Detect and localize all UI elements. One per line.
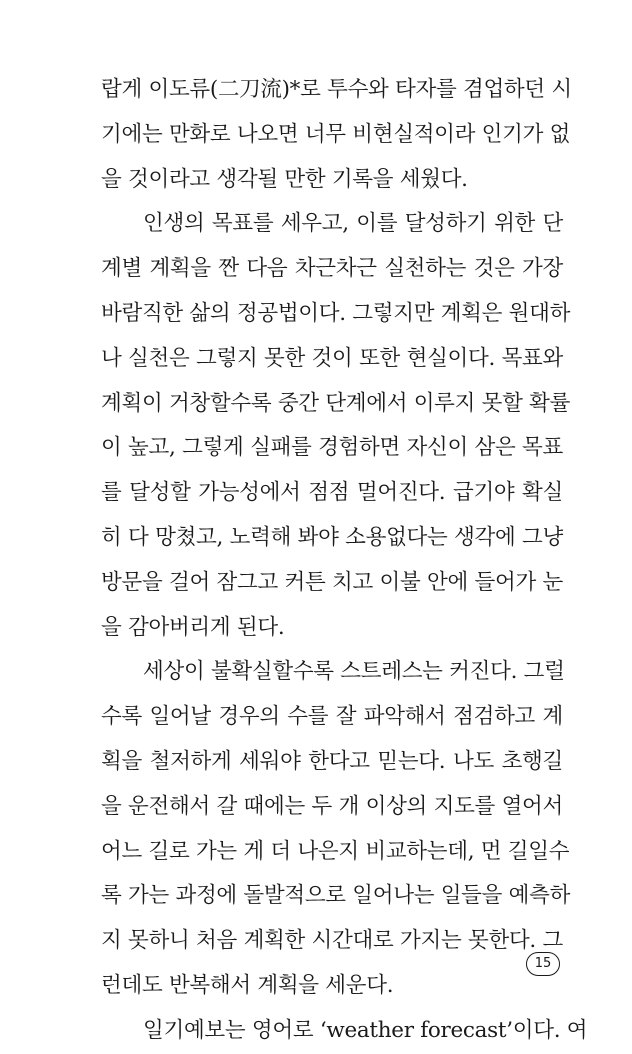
text-line: 수록 일어날 경우의 수를 잘 파악해서 점검하고 계 <box>101 704 563 730</box>
text-line: 기에는 만화로 나오면 너무 비현실적이라 인기가 없 <box>101 121 571 147</box>
text-line: 획을 철저하게 세워야 한다고 믿는다. 나도 초행길 <box>101 748 563 774</box>
text-line: 나 실천은 그렇지 못한 것이 또한 현실이다. 목표와 <box>101 345 563 371</box>
text-line: 지 못하니 처음 계획한 시간대로 가지는 못한다. 그 <box>101 928 563 954</box>
text-line: 계별 계획을 짠 다음 차근차근 실천하는 것은 가장 <box>101 256 563 282</box>
text-line: 일기예보는 영어로 ‘weather forecast’이다. 여 <box>143 1017 588 1043</box>
text-line: 록 가는 과정에 돌발적으로 일어나는 일들을 예측하 <box>101 883 571 909</box>
text-line: 세상이 불확실할수록 스트레스는 커진다. 그럴 <box>143 659 565 685</box>
text-line: 방문을 걸어 잠그고 커튼 치고 이불 안에 들어가 눈 <box>101 569 563 595</box>
text-line: 를 달성할 가능성에서 점점 멀어진다. 급기야 확실 <box>101 480 563 506</box>
text-line: 런데도 반복해서 계획을 세운다. <box>101 972 394 998</box>
text-line: 바람직한 삶의 정공법이다. 그렇지만 계획은 원대하 <box>101 300 571 326</box>
body-text <box>101 68 588 1054</box>
text-line: 을 것이라고 생각될 만한 기록을 세웠다. <box>101 166 468 192</box>
text-line: 인생의 목표를 세우고, 이를 달성하기 위한 단 <box>143 211 563 237</box>
text-line: 을 감아버리게 된다. <box>101 614 285 640</box>
text-line: 을 운전해서 갈 때에는 두 개 이상의 지도를 열어서 <box>101 793 563 819</box>
text-line: 어느 길로 가는 게 더 나은지 비교하는데, 먼 길일수 <box>101 838 570 864</box>
page-number-badge: 15 <box>526 952 560 976</box>
text-line: 계획이 거창할수록 중간 단계에서 이루지 못할 확률 <box>101 390 571 416</box>
text-line: 히 다 망쳤고, 노력해 봐야 소용없다는 생각에 그냥 <box>101 524 563 550</box>
text-line: 이 높고, 그렇게 실패를 경험하면 자신이 삼은 목표 <box>101 435 563 461</box>
text-line: 랍게 이도류(二刀流)*로 투수와 타자를 겸업하던 시 <box>101 77 572 102</box>
